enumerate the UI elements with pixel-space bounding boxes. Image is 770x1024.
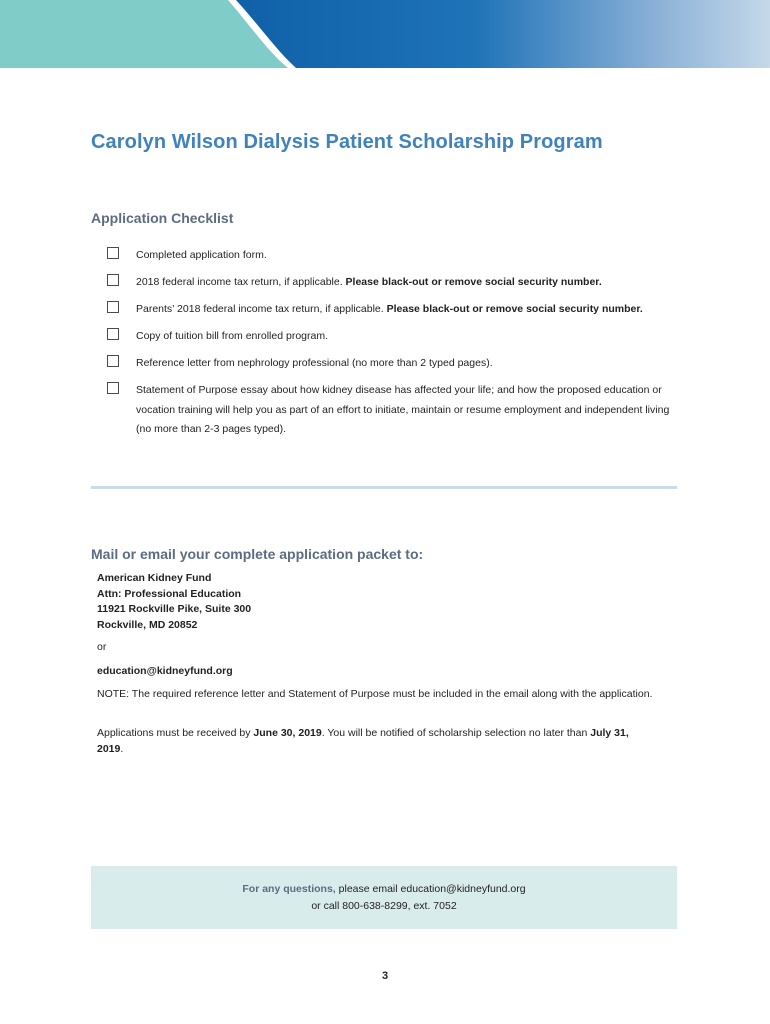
address-line: Attn: Professional Education xyxy=(97,587,242,600)
notification-date: July 31, 2019 xyxy=(97,727,629,755)
checkbox[interactable] xyxy=(107,247,119,259)
mail-heading: Mail or email your complete application packet to: xyxy=(91,546,424,562)
address-line: Rockville, MD 20852 xyxy=(97,618,198,631)
application-checklist xyxy=(107,246,687,440)
checkbox[interactable] xyxy=(107,355,119,367)
mailing-address xyxy=(97,571,251,633)
checklist-item: Parents’ 2018 federal income tax return, if applicable. Please black-out or remove social security number. xyxy=(107,300,687,320)
or-text: or xyxy=(97,641,107,653)
email-note: NOTE: The required reference letter and Statement of Purpose must be included in the email along with the application. xyxy=(97,688,653,700)
checklist-heading: Application Checklist xyxy=(91,210,234,226)
address-line: 11921 Rockville Pike, Suite 300 xyxy=(97,603,252,616)
contact-line-1: For any questions, please email education@kidneyfund.org xyxy=(242,883,526,895)
checkbox[interactable] xyxy=(107,382,119,394)
header-banner xyxy=(0,0,770,68)
page-title: Carolyn Wilson Dialysis Patient Scholarship Program xyxy=(91,131,603,153)
deadline-text: Applications must be received by June 30, 2019. You will be notified of scholarship selection no later than July 31, 2019. xyxy=(97,727,629,755)
checklist-item: Completed application form. xyxy=(107,246,687,266)
checkbox[interactable] xyxy=(107,328,119,340)
address-line: American Kidney Fund xyxy=(97,572,212,584)
checklist-item: Reference letter from nephrology professional (no more than 2 typed pages). xyxy=(107,354,687,374)
checklist-item: 2018 federal income tax return, if applicable. Please black-out or remove social security number. xyxy=(107,273,687,293)
section-divider xyxy=(91,486,677,489)
deadline-date: June 30, 2019 xyxy=(253,727,322,739)
contact-box xyxy=(91,866,677,929)
checklist-item: Statement of Purpose essay about how kidney disease has affected your life; and how the proposed education or vocation training will help you as part of an effort to initiate, maintain or resume employment and independent living (no more than 2-3 pages typed). xyxy=(107,381,687,440)
email-address[interactable]: education@kidneyfund.org xyxy=(97,665,233,677)
contact-line-2: or call 800-638-8299, ext. 7052 xyxy=(311,899,457,912)
checkbox[interactable] xyxy=(107,274,119,286)
page-number: 3 xyxy=(381,970,389,982)
checklist-item: Copy of tuition bill from enrolled program. xyxy=(107,327,687,347)
checkbox[interactable] xyxy=(107,301,119,313)
